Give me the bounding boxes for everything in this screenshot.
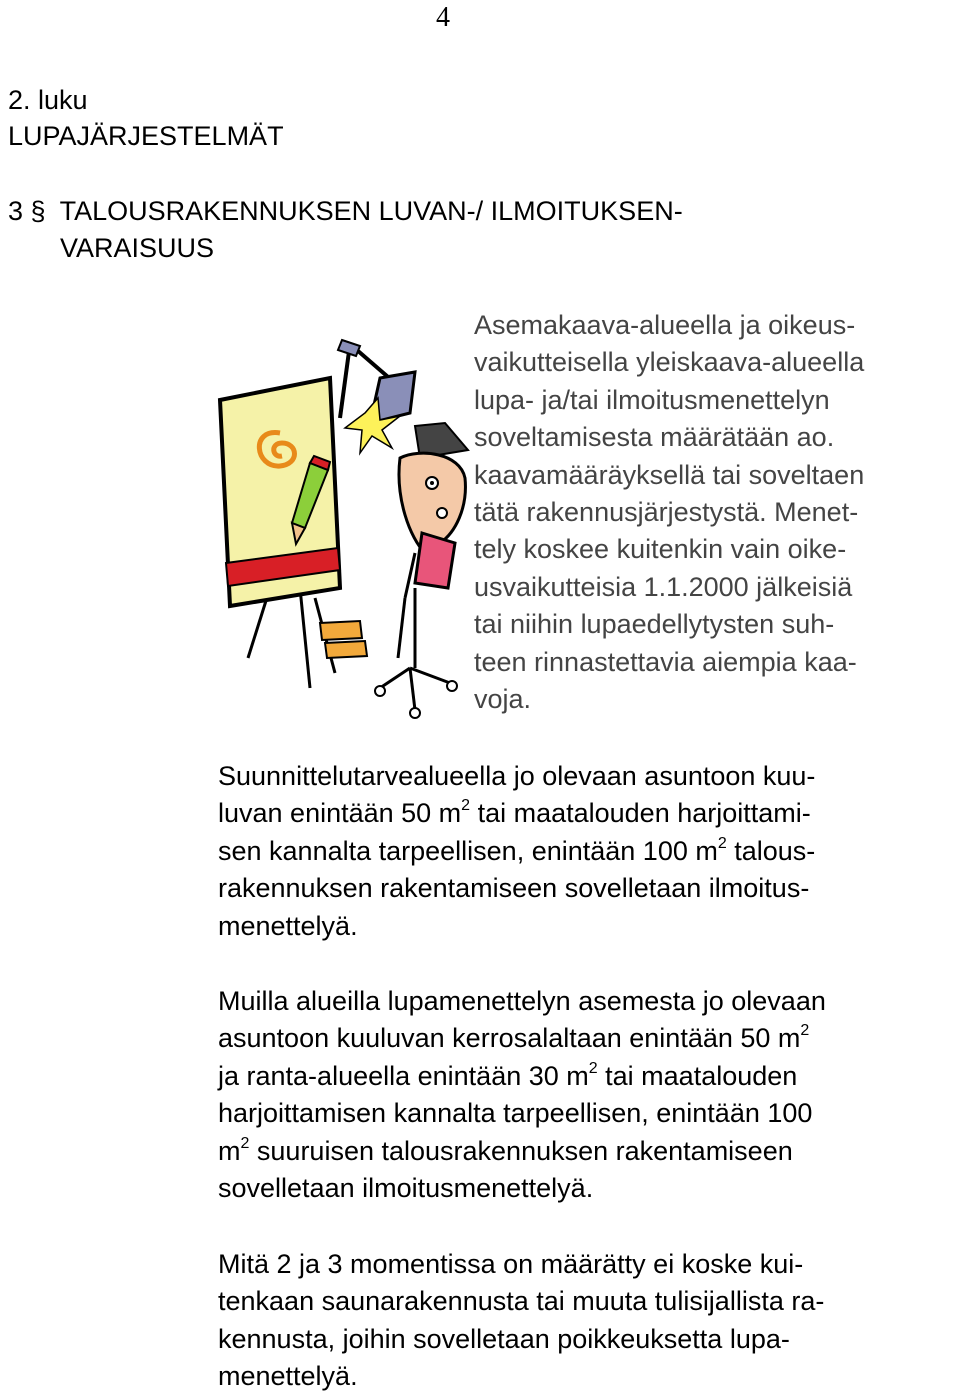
- superscript: 2: [461, 797, 471, 815]
- text-run: talous-: [726, 835, 816, 866]
- paragraph-1-line: vaikutteisella yleiskaava-alueella: [474, 347, 865, 378]
- page-number: 4: [436, 2, 450, 33]
- paragraph-3-line: Muilla alueilla lupamenettelyn asemesta jo olevaan: [218, 986, 826, 1016]
- artist-at-easel-clipart: [210, 338, 472, 725]
- text-run: asuntoon kuuluvan kerrosalaltaan enintään 50 m: [218, 1023, 801, 1054]
- paragraph-4: [218, 1246, 824, 1396]
- paragraph-4-line: menettelyä.: [218, 1361, 358, 1392]
- paragraph-1-line: voja.: [474, 684, 532, 715]
- superscript: 2: [800, 1022, 810, 1040]
- paragraph-2-line: menettelyä.: [218, 910, 358, 941]
- text-run: luvan enintään 50 m: [218, 798, 462, 829]
- paragraph-4-line: tenkaan saunarakennusta tai muuta tulisijallista ra-: [218, 1286, 825, 1317]
- paragraph-2-line: [218, 795, 815, 832]
- paragraph-3-line: [218, 1058, 826, 1095]
- chapter-heading: [8, 82, 284, 154]
- paragraph-3-line: harjoittamisen kannalta tarpeellisen, enintään 100: [218, 1098, 813, 1129]
- paragraph-1-line: Asemakaava-alueella ja oikeus-: [474, 310, 856, 340]
- paragraph-2: [218, 758, 815, 945]
- section-symbol: §: [30, 196, 46, 226]
- paragraph-4-line: kennusta, joihin sovelletaan poikkeuksetta lupa-: [218, 1323, 790, 1354]
- paragraph-3: [218, 983, 826, 1207]
- paragraph-2-line: Suunnittelutarvealueella jo olevaan asuntoon kuu-: [218, 761, 816, 791]
- text-run: tai maatalouden: [597, 1060, 798, 1091]
- paragraph-1-line: tai niihin lupaedellytysten suh-: [474, 609, 835, 640]
- text-run: tai maatalouden harjoittami-: [470, 798, 811, 829]
- text-run: suuruisen talousrakennuksen rakentamiseen: [249, 1135, 793, 1166]
- paragraph-1-line: tely koskee kuitenkin vain oike-: [474, 534, 847, 565]
- paragraph-3-line: [218, 1133, 826, 1170]
- paragraph-4-line: Mitä 2 ja 3 momentissa on määrätty ei koske kui-: [218, 1249, 804, 1279]
- chapter-number: 2. luku: [8, 85, 88, 115]
- text-run: ja ranta-alueella enintään 30 m: [218, 1060, 589, 1091]
- paragraph-2-line: [218, 833, 815, 870]
- paragraph-3-line: sovelletaan ilmoitusmenettelyä.: [218, 1173, 594, 1204]
- text-run: sen kannalta tarpeellisen, enintään 100 m: [218, 835, 718, 866]
- section-title-line1: TALOUSRAKENNUKSEN LUVAN-/ ILMOITUKSEN-: [59, 196, 683, 226]
- text-run: m: [218, 1135, 241, 1166]
- paragraph-1: [474, 307, 864, 718]
- superscript: 2: [240, 1134, 250, 1152]
- section-heading: [8, 193, 683, 267]
- artist-at-easel-icon: [210, 338, 472, 720]
- superscript: 2: [717, 834, 727, 852]
- chapter-title: LUPAJÄRJESTELMÄT: [8, 121, 284, 151]
- paragraph-2-line: rakennuksen rakentamiseen sovelletaan ilmoitus-: [218, 873, 810, 904]
- section-title-line2: VARAISUUS: [60, 233, 215, 263]
- paragraph-1-line: teen rinnastettavia aiempia kaa-: [474, 646, 857, 677]
- paragraph-1-line: tätä rakennusjärjestystä. Menet-: [474, 497, 859, 528]
- paragraph-1-line: soveltamisesta määrätään ao.: [474, 422, 835, 453]
- paragraph-1-line: kaavamääräyksellä tai soveltaen: [474, 459, 865, 490]
- paragraph-3-line: [218, 1020, 826, 1057]
- superscript: 2: [588, 1059, 598, 1077]
- section-number: 3: [8, 196, 24, 226]
- paragraph-1-line: usvaikutteisia 1.1.2000 jälkeisiä: [474, 571, 853, 602]
- paragraph-1-line: lupa- ja/tai ilmoitusmenettelyn: [474, 384, 830, 415]
